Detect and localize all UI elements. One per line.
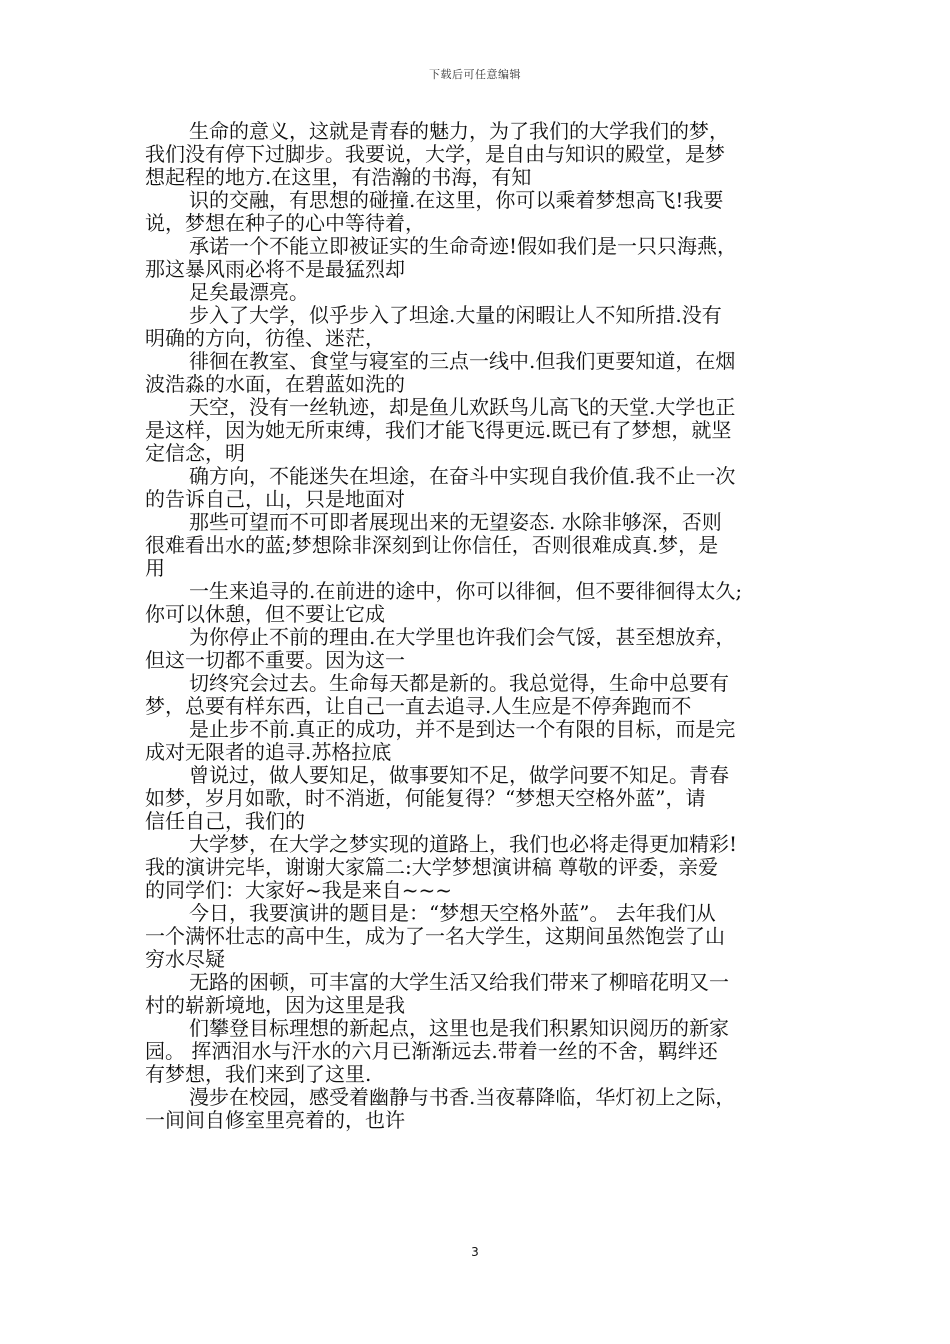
text-line: 无路的困顿，可丰富的大学生活又给我们带来了柳暗花明又一 xyxy=(189,970,729,994)
text-line: 足矣最漂亮。 xyxy=(189,280,309,304)
text-line: 是止步不前.真正的成功，并不是到达一个有限的目标，而是完 xyxy=(189,717,736,741)
text-line: 你可以休憩，但不要让它成 xyxy=(145,602,385,626)
text-line: 穷水尽疑 xyxy=(145,947,225,971)
text-line: 识的交融，有思想的碰撞.在这里，你可以乘着梦想高飞!我要 xyxy=(189,188,724,212)
text-line: 用 xyxy=(145,556,165,580)
page-number: 3 xyxy=(471,1245,479,1259)
text-line: 徘徊在教室、食堂与寝室的三点一线中.但我们更要知道，在烟 xyxy=(189,349,736,373)
text-line: 信任自己，我们的 xyxy=(145,809,305,833)
text-line: 确方向，不能迷失在坦途，在奋斗中实现自我价值.我不止一次 xyxy=(189,464,736,488)
text-line: 但这一切都不重要。因为这一 xyxy=(145,648,405,672)
text-line: 园。 挥洒泪水与汗水的六月已渐渐远去.带着一丝的不舍，羁绊还 xyxy=(145,1039,718,1063)
text-line: 天空，没有一丝轨迹，却是鱼儿欢跃鸟儿高飞的天堂.大学也正 xyxy=(189,395,736,419)
text-line: 如梦，岁月如歌，时不消逝，何能复得？“梦想天空格外蓝”，请 xyxy=(145,786,706,810)
text-line: 一生来追寻的.在前进的途中，你可以徘徊，但不要徘徊得太久; xyxy=(189,579,743,603)
text-line: 波浩淼的水面，在碧蓝如洗的 xyxy=(145,372,405,396)
text-line: 那这暴风雨必将不是最猛烈却 xyxy=(145,257,405,281)
text-line: 为你停止不前的理由.在大学里也许我们会气馁，甚至想放弃， xyxy=(189,625,736,649)
text-line: 那些可望而不可即者展现出来的无望姿态. 水除非够深，否则 xyxy=(189,510,722,534)
text-line: 梦，总要有样东西，让自己一直去追寻.人生应是不停奔跑而不 xyxy=(145,694,692,718)
text-line: 步入了大学，似乎步入了坦途.大量的闲暇让人不知所措.没有 xyxy=(189,303,722,327)
text-line: 定信念，明 xyxy=(145,441,245,465)
text-line: 漫步在校园，感受着幽静与书香.当夜幕降临，华灯初上之际， xyxy=(189,1085,736,1109)
text-line: 说，梦想在种子的心中等待着， xyxy=(145,211,425,235)
text-line: 今日，我要演讲的题目是：“梦想天空格外蓝”。 去年我们从 xyxy=(189,901,716,925)
text-line: 的同学们：大家好~我是来自~~~ xyxy=(145,878,453,902)
text-line: 曾说过，做人要知足，做事要知不足，做学问要不知足。青春 xyxy=(189,763,729,787)
text-line: 们攀登目标理想的新起点，这里也是我们积累知识阅历的新家 xyxy=(189,1016,729,1040)
text-line: 想起程的地方.在这里，有浩瀚的书海，有知 xyxy=(145,165,532,189)
page-header: 下载后可任意编辑 xyxy=(429,68,521,81)
text-line: 我们没有停下过脚步。我要说，大学，是自由与知识的殿堂，是梦 xyxy=(145,142,725,166)
text-line: 有梦想，我们来到了这里. xyxy=(145,1062,372,1086)
text-line: 村的崭新境地，因为这里是我 xyxy=(145,993,405,1017)
text-line: 的告诉自己，山，只是地面对 xyxy=(145,487,405,511)
text-line: 是这样，因为她无所束缚，我们才能飞得更远.既已有了梦想，就坚 xyxy=(145,418,732,442)
text-line: 生命的意义，这就是青春的魅力，为了我们的大学我们的梦， xyxy=(189,119,729,143)
text-line: 很难看出水的蓝;梦想除非深刻到让你信任，否则很难成真.梦，是 xyxy=(145,533,719,557)
document-body xyxy=(145,120,825,1132)
text-line: 大学梦，在大学之梦实现的道路上，我们也必将走得更加精彩! xyxy=(189,832,738,856)
text-line: 承诺一个不能立即被证实的生命奇迹!假如我们是一只只海燕， xyxy=(189,234,738,258)
text-line: 一个满怀壮志的高中生，成为了一名大学生，这期间虽然饱尝了山 xyxy=(145,924,725,948)
text-line: 明确的方向，彷徨、迷茫， xyxy=(145,326,385,350)
text-line: 切终究会过去。生命每天都是新的。我总觉得，生命中总要有 xyxy=(189,671,729,695)
text-line: 一间间自修室里亮着的，也许 xyxy=(145,1108,405,1132)
text-line: 我的演讲完毕，谢谢大家篇二:大学梦想演讲稿 尊敬的评委，亲爱 xyxy=(145,855,719,879)
text-line: 成对无限者的追寻.苏格拉底 xyxy=(145,740,392,764)
